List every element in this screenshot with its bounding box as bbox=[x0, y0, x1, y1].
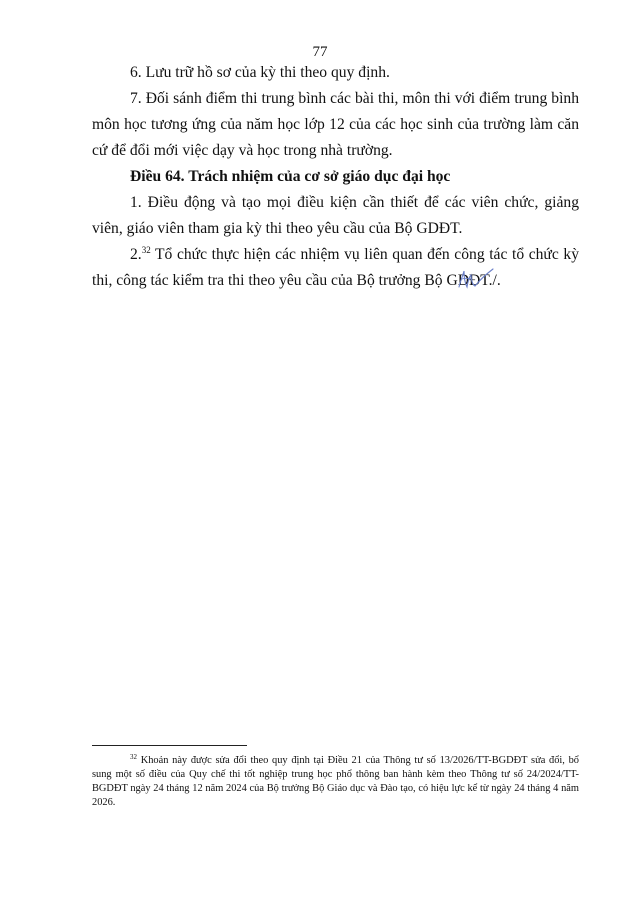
footnote-reference[interactable]: 32 bbox=[141, 245, 151, 255]
footnote-32 bbox=[92, 754, 579, 810]
article-heading: Điều 64. Trách nhiệm của cơ sở giáo dục đại học bbox=[130, 168, 451, 185]
footnote-marker: 32 bbox=[130, 753, 137, 761]
signature-icon bbox=[455, 265, 497, 293]
document-body bbox=[92, 60, 579, 294]
footnote-separator bbox=[92, 745, 247, 746]
clause-2 bbox=[92, 242, 579, 294]
footnote bbox=[92, 754, 579, 810]
item-6: 6. Lưu trữ hồ sơ của kỳ thi theo quy định. bbox=[130, 64, 390, 81]
clause-1: 1. Điều động và tạo mọi điều kiện cần thiết để các viên chức, giảng viên, giáo viên tham gia kỳ thi theo yêu cầu của Bộ GDĐT. bbox=[92, 194, 579, 237]
page-number: 77 bbox=[312, 44, 328, 60]
clause-2-text: Tổ chức thực hiện các nhiệm vụ liên quan đến công tác tổ chức kỳ thi, công tác kiểm tra thi theo yêu cầu của Bộ trưởng Bộ GDĐT./. bbox=[92, 246, 579, 289]
clause-2-number: 2. bbox=[130, 246, 142, 263]
footnote-text: Khoản này được sửa đổi theo quy định tại Điều 21 của Thông tư số 13/2026/TT-BGDĐT sửa đổi, bổ sung một số điều của Quy chế thi tốt nghiệp trung học phổ thông ban hành kèm theo Thông tư số 24/2024/TT-BGDĐT ngày 24 tháng 12 năm 2024 của Bộ trưởng Bộ Giáo dục và Đào tạo, có hiệu lực kể từ ngày 24 tháng 4 năm 2026. bbox=[92, 755, 579, 808]
item-7: 7. Đối sánh điểm thi trung bình các bài thi, môn thi với điểm trung bình môn học tương ứng của năm học lớp 12 của các học sinh của trường làm căn cứ để đổi mới việc dạy và học trong nhà trường. bbox=[92, 90, 579, 159]
